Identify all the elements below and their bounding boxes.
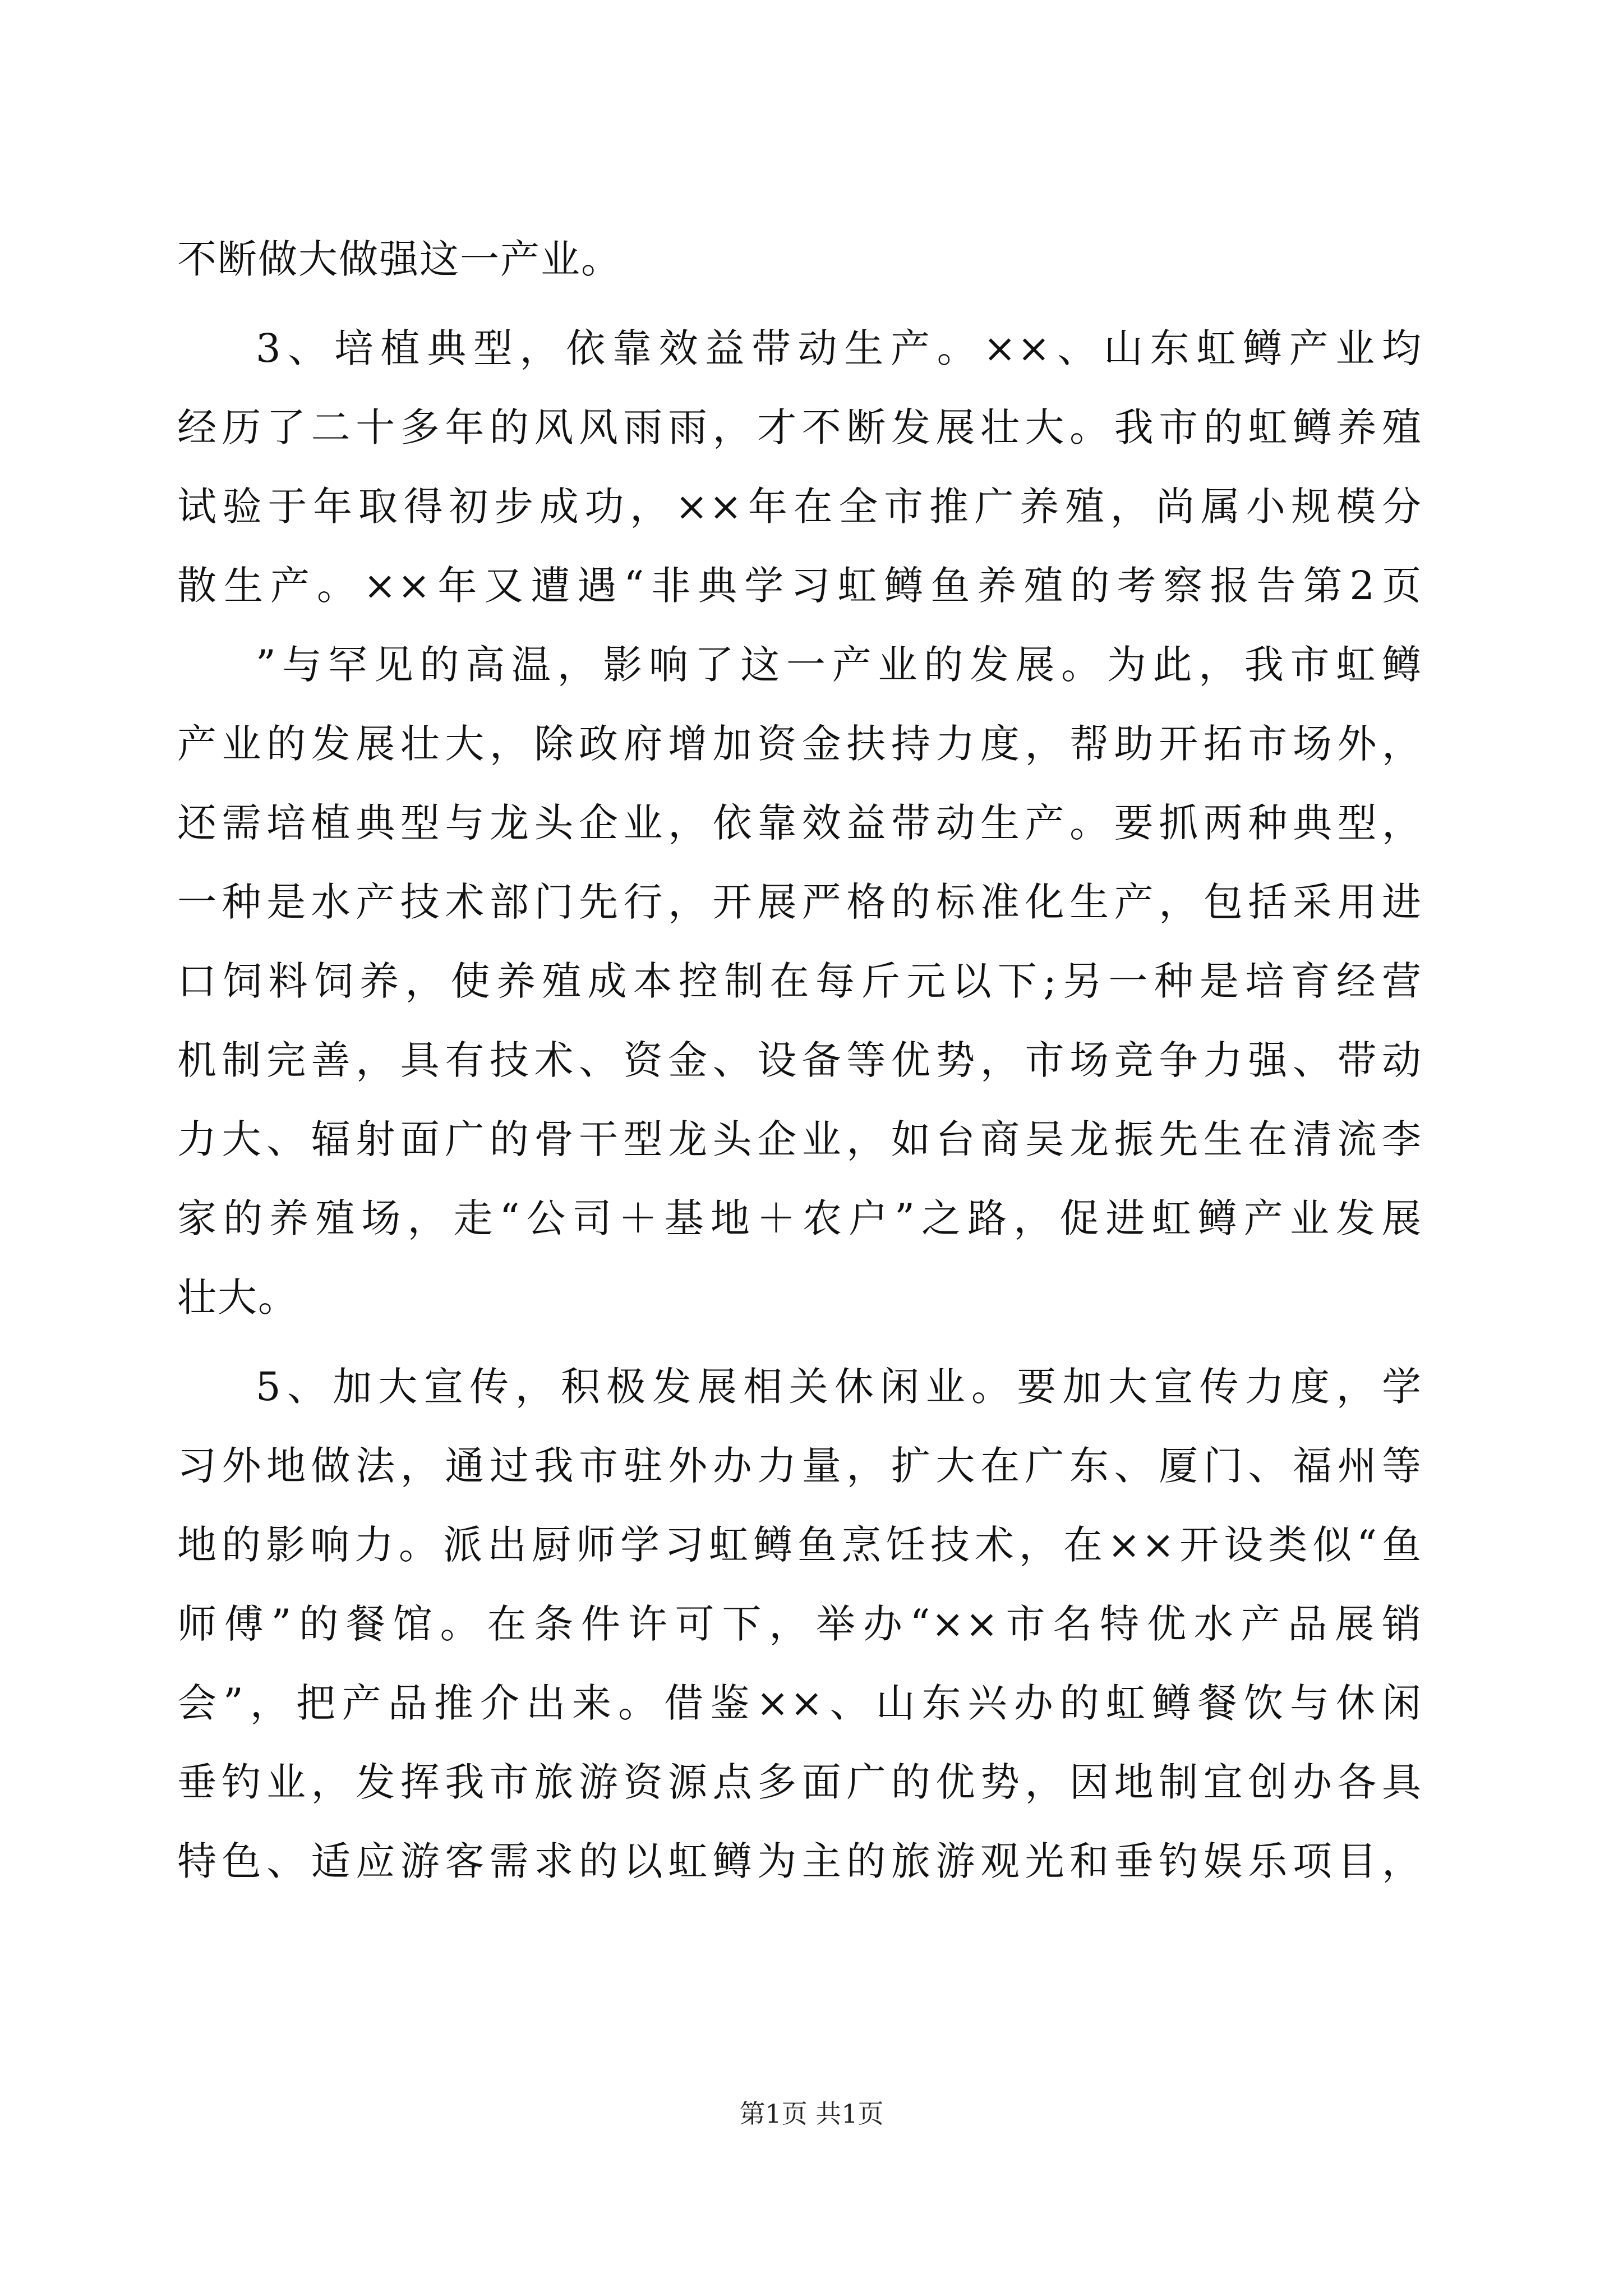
page-number-footer: 第1页 共1页 (739, 2099, 884, 2129)
body-text (177, 220, 1422, 1901)
text-line: 地的影响力。派出厨师学习虹鳟鱼烹饪技术，在××开设类似“鱼 (177, 1522, 1422, 1568)
paragraph-gap (177, 1337, 1422, 1347)
text-line: 不断做大做强这一产业。 (177, 236, 621, 282)
text-line: 产业的发展壮大，除政府增加资金扶持力度，帮助开拓市场外， (177, 721, 1422, 767)
text-line: ”与罕见的高温，影响了这一产业的发展。为此，我市虹鳟 (256, 642, 1422, 688)
text-line: 家的养殖场，走“公司＋基地＋农户”之路，促进虹鳟产业发展 (177, 1195, 1422, 1241)
text-line: 习外地做法，通过我市驻外办力量，扩大在广东、厦门、福州等 (177, 1443, 1422, 1489)
text-line: 试验于年取得初步成功，××年在全市推广养殖，尚属小规模分 (177, 484, 1422, 530)
text-line: 垂钓业，发挥我市旅游资源点多面广的优势，因地制宜创办各具 (177, 1759, 1422, 1805)
text-line: 一种是水产技术部门先行，开展严格的标准化生产，包括采用进 (177, 879, 1422, 925)
text-line: 经历了二十多年的风风雨雨，才不断发展壮大。我市的虹鳟养殖 (177, 404, 1422, 450)
text-line: 3、培植典型，依靠效益带动生产。××、山东虹鳟产业均 (256, 325, 1422, 371)
text-line: 还需培植典型与龙头企业，依靠效益带动生产。要抓两种典型， (177, 800, 1422, 846)
text-line: 口饲料饲养，使养殖成本控制在每斤元以下;另一种是培育经营 (177, 958, 1422, 1004)
text-line: 师傅”的餐馆。在条件许可下，举办“××市名特优水产品展销 (177, 1601, 1422, 1647)
text-line: 机制完善，具有技术、资金、设备等优势，市场竞争力强、带动 (177, 1037, 1422, 1083)
text-line: 力大、辐射面广的骨干型龙头企业，如台商吴龙振先生在清流李 (177, 1116, 1422, 1162)
text-line: 5、加大宣传，积极发展相关休闲业。要加大宣传力度，学 (256, 1364, 1422, 1410)
text-line: 特色、适应游客需求的以虹鳟为主的旅游观光和垂钓娱乐项目， (177, 1838, 1422, 1884)
paragraph-gap (177, 299, 1422, 309)
text-line: 壮大。 (177, 1274, 298, 1320)
text-line: 散生产。××年又遭遇“非典学习虹鳟鱼养殖的考察报告第2页 (177, 563, 1422, 609)
text-line: 会”，把产品推介出来。借鉴××、山东兴办的虹鳟餐饮与休闲 (177, 1680, 1422, 1726)
